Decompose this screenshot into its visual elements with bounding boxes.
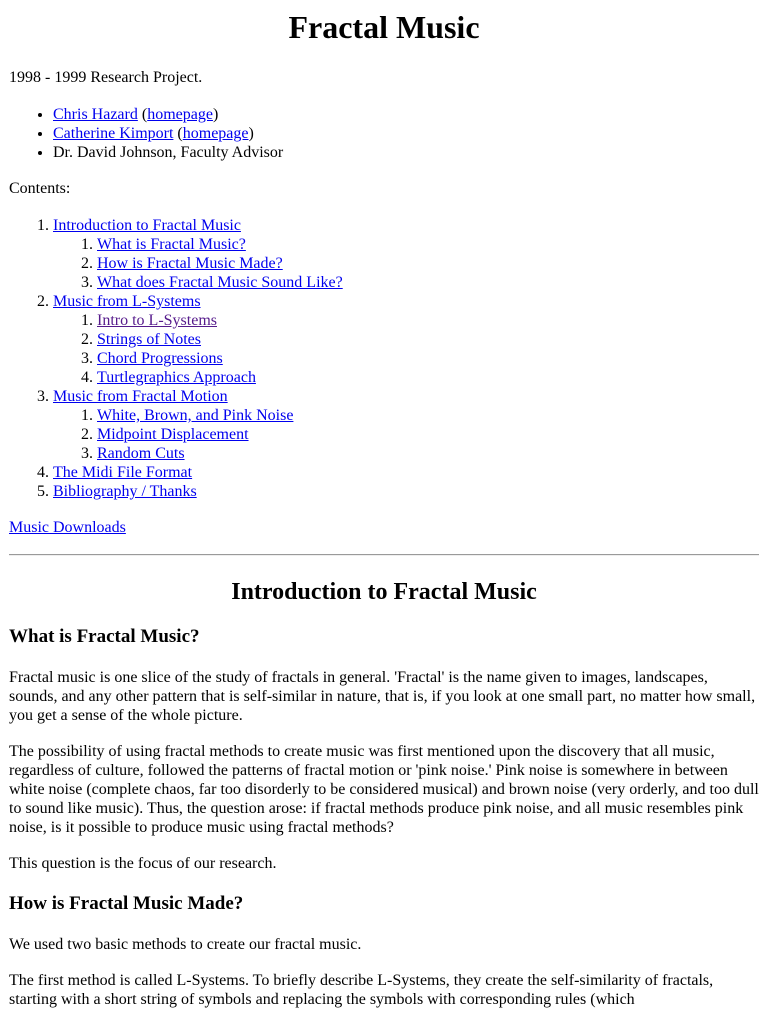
contents-item — [97, 311, 759, 330]
contents-section — [53, 387, 759, 463]
contents-item-link[interactable]: Intro to L-Systems — [97, 312, 217, 329]
contents-section-link[interactable]: Introduction to Fractal Music — [53, 217, 241, 234]
contents-item-link[interactable]: What is Fractal Music? — [97, 236, 246, 253]
contents-section — [53, 463, 759, 482]
paren-open: ( — [173, 125, 183, 142]
page-title: Fractal Music — [288, 9, 480, 45]
author-link[interactable]: Chris Hazard — [53, 106, 138, 123]
what-is-heading: What is Fractal Music? — [9, 626, 200, 647]
contents-section — [53, 216, 759, 292]
paren-close: ) — [212, 106, 219, 123]
what-is-paragraph-1: Fractal music is one slice of the study of fractals in general. 'Fractal' is the name given to images, landscapes, sounds, and any other pattern that is self-similar in nature, that is, if you look at one small part, no matter how small, you get a sense of the whole picture. — [9, 669, 756, 724]
homepage-link[interactable]: homepage — [147, 106, 213, 123]
music-downloads-link[interactable]: Music Downloads — [9, 519, 126, 536]
author-item — [53, 124, 759, 143]
author-list — [9, 105, 759, 162]
advisor-text: Dr. David Johnson, Faculty Advisor — [53, 144, 284, 161]
how-is-paragraph-2: The first method is called L-Systems. To briefly describe L-Systems, they create the self-similarity of fractals, starting with a short string of symbols and replacing the symbols with corresponding rules (which — [9, 972, 714, 1008]
contents-item-link[interactable]: How is Fractal Music Made? — [97, 255, 283, 272]
author-item — [53, 105, 759, 124]
contents-section-link[interactable]: The Midi File Format — [53, 464, 193, 481]
project-subtitle: 1998 - 1999 Research Project. — [9, 69, 203, 86]
contents-section — [53, 292, 759, 387]
contents-item-link[interactable]: White, Brown, and Pink Noise — [97, 407, 294, 424]
contents-item-link[interactable]: Chord Progressions — [97, 350, 223, 367]
what-is-paragraph-3: This question is the focus of our research. — [9, 855, 277, 872]
author-link[interactable]: Catherine Kimport — [53, 125, 174, 142]
contents-item — [97, 254, 759, 273]
contents-item-link[interactable]: Midpoint Displacement — [97, 426, 249, 443]
homepage-link[interactable]: homepage — [182, 125, 249, 142]
contents-item — [97, 368, 759, 387]
contents-item — [97, 330, 759, 349]
intro-heading: Introduction to Fractal Music — [231, 579, 537, 605]
paren-close: ) — [248, 125, 254, 142]
contents-section-link[interactable]: Bibliography / Thanks — [53, 483, 197, 500]
contents-item — [97, 444, 759, 463]
contents-item-link[interactable]: What does Fractal Music Sound Like? — [97, 274, 343, 291]
what-is-paragraph-2: The possibility of using fractal methods to create music was first mentioned upon the discovery that all music, regardless of culture, followed the patterns of fractal motion or 'pink noise.' Pink noise is somewhere in between white noise (complete chaos, far too disorderly to be considered musical) and brown noise (very orderly, and too dull to sound like music). Thus, the question arose: if fractal methods produce pink noise, and all music resembles pink noise, is it possible to produce music using fractal methods? — [9, 743, 759, 836]
contents-item-link[interactable]: Turtlegraphics Approach — [97, 369, 256, 386]
contents-sublist — [53, 311, 759, 387]
contents-item — [97, 425, 759, 444]
contents-section-link[interactable]: Music from Fractal Motion — [53, 388, 228, 405]
contents-sublist — [53, 406, 759, 463]
contents-section — [53, 482, 759, 501]
contents-sublist — [53, 235, 759, 292]
section-divider — [9, 554, 759, 556]
contents-item-link[interactable]: Random Cuts — [97, 445, 185, 462]
contents-section-link[interactable]: Music from L-Systems — [53, 293, 201, 310]
author-item — [53, 143, 759, 162]
how-is-heading: How is Fractal Music Made? — [9, 893, 244, 914]
how-is-paragraph-1: We used two basic methods to create our fractal music. — [9, 936, 362, 953]
contents-item — [97, 273, 759, 292]
page — [0, 9, 768, 1009]
paren-open: ( — [137, 106, 148, 123]
contents-list — [9, 216, 759, 501]
contents-label: Contents: — [9, 180, 71, 197]
contents-item — [97, 406, 759, 425]
downloads-paragraph — [9, 518, 759, 537]
contents-item — [97, 235, 759, 254]
contents-item-link[interactable]: Strings of Notes — [97, 331, 201, 348]
contents-item — [97, 349, 759, 368]
